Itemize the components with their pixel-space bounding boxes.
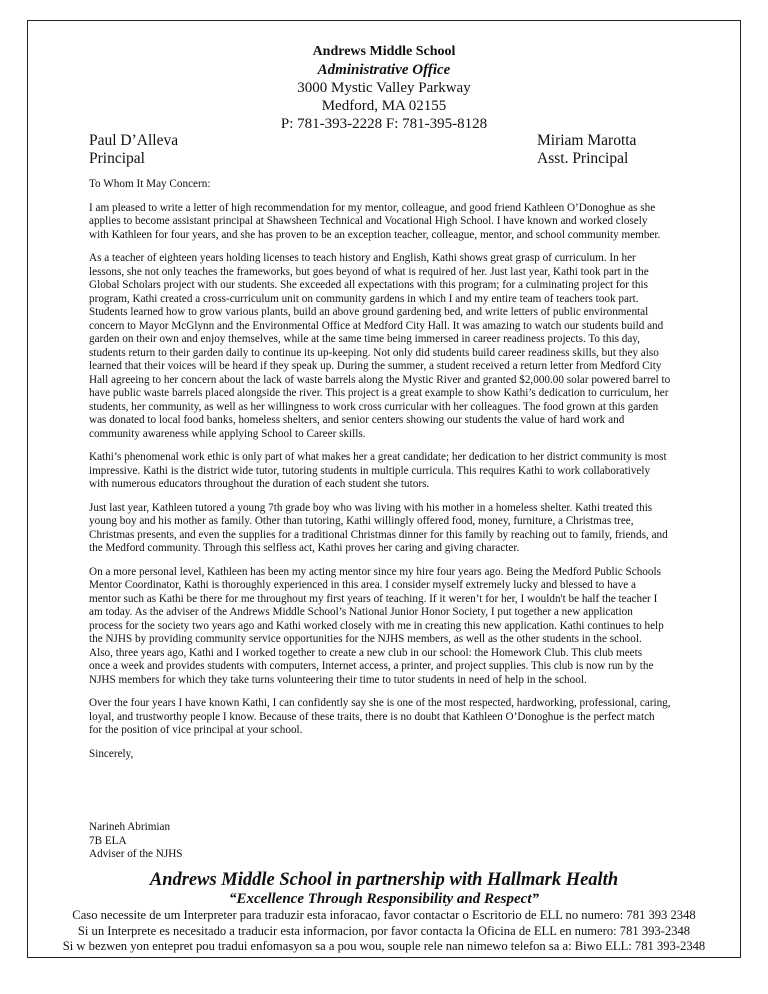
interpreter-notice-portuguese: Caso necessite de um Interpreter para traduzir esta inforacao, favor contactar o Escritorio de ELL no numero: 781 393 2348 [72,908,696,922]
asst-principal-name: Miriam Marotta [537,132,637,149]
signer-role: 7B ELA [89,834,127,847]
letterhead [0,43,768,133]
school-name: Andrews Middle School [312,44,456,59]
signature-block [89,821,183,862]
footer-title: Andrews Middle School in partnership with Hallmark Health [149,870,619,890]
signer-name: Narineh Abrimian [89,821,171,833]
paragraph-4: Just last year, Kathleen tutored a young 7th grade boy who was living with his mother in a homeless shelter. Kathi treated this young boy and his mother as family. Other than tutoring, Kathi willingly offered food, money, furniture, a Christmas tree, Christmas presents, and even the supplies for a traditional Christmas dinner for this family by reaching out to family, friends, and the Medford community. Through this selfless act, Kathi proves her caring and giving character. [89,501,668,554]
closing: Sincerely, [89,747,134,760]
phone-fax: P: 781-393-2228 F: 781-395-8128 [280,116,488,132]
salutation: To Whom It May Concern: [89,178,211,190]
city-address: Medford, MA 02155 [321,98,447,114]
street-address: 3000 Mystic Valley Parkway [297,80,471,96]
interpreter-notice-haitian-creole: Si w bezwen yon entepret pou tradui enfomasyon sa a pou wou, souple rele nan nimewo telefon sa a: Biwo ELL: 781 393-2348 [62,939,706,953]
signer-position: Adviser of the NJHS [89,848,183,860]
principal-name: Paul D’Alleva [89,132,179,149]
asst-principal-title: Asst. Principal [537,150,629,167]
office-name: Administrative Office [317,62,451,78]
paragraph-6: Over the four years I have known Kathi, I can confidently say she is one of the most respected, hardworking, professional, caring, loyal, and trustworthy people I know. Because of these traits, there is no doubt that Kathleen O’Donoghue is the perfect match for the position of vice principal at your school. [89,697,671,736]
asst-principal-block [537,132,636,168]
footer-motto: “Excellence Through Responsibility and Respect” [229,891,539,907]
footer [0,870,768,955]
paragraph-2: As a teacher of eighteen years holding licenses to teach history and English, Kathi shows great grasp of curriculum. In her lessons, she not only teaches the frameworks, but goes beyond of what is required of her. Just last year, Kathi took part in the Global Scholars project with our students. She exceeded all expectations with this program; for a culminating project for this program, Kathi created a cross-curriculum unit on community gardens in which I and my entire team of teachers took part. Students learned how to grow various plants, build an above ground gardening bed, and write letters of public environmental concern to Mayor McGlynn and the Environmental Office at Medford City Hall. It was amazing to watch our students build and garden on their own and enjoy themselves, while at the same time being immersed in career readiness projects. To this day, students return to their garden daily to continue its up-keeping. Not only did students build career readiness skills, but they also learned that their voices will be heard if they speak up. During the summer, a student received a return letter from Medford City Hall agreeing to her concern about the lack of waste barrels along the Mystic River and granted $2,000.00 solar powered barrel to have public waste barrels placed alongside the river. This project is a great example to show Kathi’s dedication to curriculum, her students, her community, as well as her willingness to work cross curricular with her colleagues. The food grown at this garden was donated to local food banks, homeless shelters, and senior centers showing our students the value of hard work and community awareness while applying School to Career skills. [89,252,671,440]
paragraph-1: I am pleased to write a letter of high recommendation for my mentor, colleague, and good friend Kathleen O’Donoghue as she applies to become assistant principal at Shawsheen Technical and Vocational High School. I have known and worked closely with Kathleen for four years, and she has proven to be an exception teacher, colleague, mentor, and school community member. [89,201,661,241]
interpreter-notice-spanish: Si un Interprete es necesitado a traducir esta informacion, por favor contacta la Oficina de ELL en numero: 781 393-2348 [77,923,691,938]
paragraph-5: On a more personal level, Kathleen has been my acting mentor since my hire four years ago. Being the Medford Public Schools Mentor Coordinator, Kathi is thoroughly experienced in this area. I consider myself extremely lucky and blessed to have a mentor such as Kathi be there for me throughout my first years of teaching. If it weren’t for her, I wouldn't be half the teacher I am today. As the adviser of the Andrews Middle School’s National Junior Honor Society, I put together a new application process for the society two years ago and Kathi worked closely with me in creating this new application. Kathi continues to help the NJHS by providing community service opportunities for the NJHS members, as well as the other students in the school. Also, three years ago, Kathi and I worked together to create a new club in our school: the Homework Club. This club meets once a week and provides students with computers, Internet access, a printer, and project supplies. This club is now run by the NJHS members for which they take turns volunteering their time to tutor students in need of help in the school. [89,565,664,686]
letter-body [89,178,689,771]
principal-block [89,132,178,168]
principal-title: Principal [89,150,145,167]
paragraph-3: Kathi’s phenomenal work ethic is only part of what makes her a great candidate; her dedication to her district community is most impressive. Kathi is the district wide tutor, tutoring students in multiple curricula. This requires Kathi to work collaboratively with numerous educators throughout the duration of each student she tutors. [89,451,667,490]
